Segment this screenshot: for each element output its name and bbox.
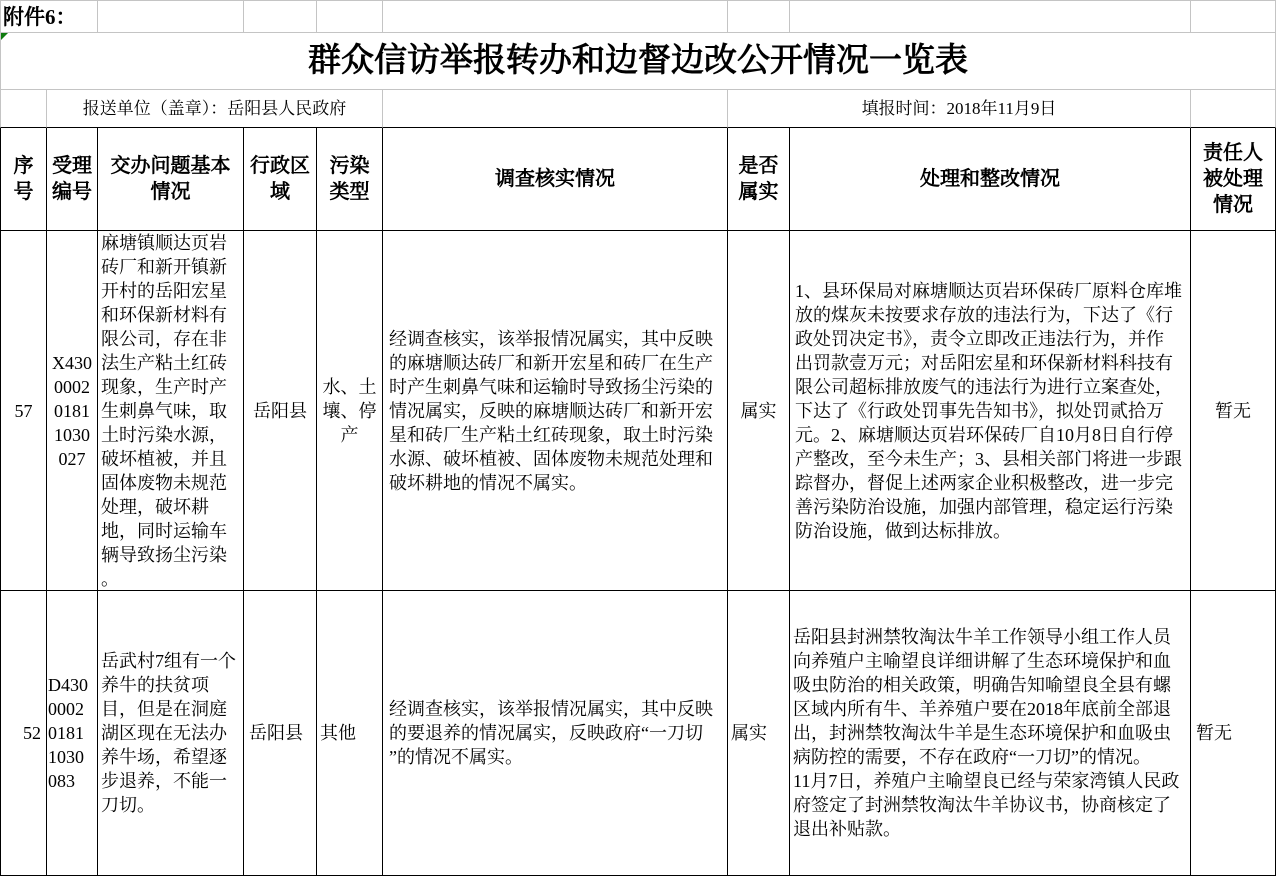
case-no-cell[interactable]: D430 0002 0181 1030 083 <box>47 591 98 876</box>
investigation-cell[interactable]: 经调查核实，该举报情况属实，其中反映 的要退养的情况属实，反映政府“一刀切 ”的情况不属实。 <box>383 591 728 876</box>
empty-cell[interactable] <box>790 0 1191 33</box>
empty-cell[interactable] <box>0 90 47 128</box>
header-pollution-type[interactable]: 污染 类型 <box>317 128 383 231</box>
empty-cell[interactable] <box>383 90 728 128</box>
attachment-label[interactable]: 附件6： <box>0 0 98 33</box>
empty-cell[interactable] <box>317 0 383 33</box>
table-title[interactable]: 群众信访举报转办和边督边改公开情况一览表 <box>0 33 1276 90</box>
handling-cell[interactable]: 岳阳县封洲禁牧淘汰牛羊工作领导小组工作人员 向养殖户主喻望良详细讲解了生态环境保护和血 吸虫防治的相关政策，明确告知喻望良全县有螺 区域内所有牛、羊养殖户要在2018年底前全部退 出，封洲禁牧淘汰牛羊是生态环境保护和血吸虫 病防控的需要，不存在政府“一刀切”的情况。 11月7日，养殖户主喻望良已经与荣家湾镇人民政 府签定了封洲禁牧淘汰牛羊协议书，协商核定了 退出补贴款。 <box>790 591 1191 876</box>
header-complaint[interactable]: 交办问题基本 情况 <box>98 128 244 231</box>
error-indicator-icon <box>1 33 8 40</box>
is-true-cell[interactable]: 属实 <box>728 591 790 876</box>
is-true-cell[interactable]: 属实 <box>728 231 790 591</box>
seq-cell[interactable]: 57 <box>0 231 47 591</box>
fill-date[interactable]: 填报时间：2018年11月9日 <box>728 90 1191 128</box>
sheet-row-info <box>0 90 1276 128</box>
pollution-type-cell[interactable]: 水、土 壤、停 产 <box>317 231 383 591</box>
table-row <box>0 591 1276 876</box>
accountability-cell[interactable]: 暂无 <box>1191 591 1276 876</box>
sheet-row-attachment <box>0 0 1276 33</box>
empty-cell[interactable] <box>1191 0 1276 33</box>
district-cell[interactable]: 岳阳县 <box>244 231 317 591</box>
header-is-true[interactable]: 是否 属实 <box>728 128 790 231</box>
table-row <box>0 231 1276 591</box>
table-header-row <box>0 128 1276 231</box>
complaint-cell[interactable]: 麻塘镇顺达页岩 砖厂和新开镇新 开村的岳阳宏星 和环保新材料有 限公司，存在非 法生产粘土红砖 现象，生产时产 生刺鼻气味，取 土时污染水源， 破坏植被，并且 固体废物未规范 处理，破坏耕 地，同时运输车 辆导致扬尘污染 。 <box>98 231 244 591</box>
investigation-cell[interactable]: 经调查核实，该举报情况属实，其中反映 的麻塘顺达砖厂和新开宏星和砖厂在生产 时产生刺鼻气味和运输时导致扬尘污染的 情况属实，反映的麻塘顺达砖厂和新开宏 星和砖厂生产粘土红砖现象，取土时污染 水源、破坏植被、固体废物未规范处理和 破坏耕地的情况不属实。 <box>383 231 728 591</box>
sheet-row-title <box>0 33 1276 90</box>
accountability-cell[interactable]: 暂无 <box>1191 231 1276 591</box>
district-cell[interactable]: 岳阳县 <box>244 591 317 876</box>
header-accountability[interactable]: 责任人 被处理 情况 <box>1191 128 1276 231</box>
empty-cell[interactable] <box>728 0 790 33</box>
header-district[interactable]: 行政区 域 <box>244 128 317 231</box>
header-handling[interactable]: 处理和整改情况 <box>790 128 1191 231</box>
reporting-unit[interactable]: 报送单位（盖章）：岳阳县人民政府 <box>47 90 383 128</box>
pollution-type-cell[interactable]: 其他 <box>317 591 383 876</box>
empty-cell[interactable] <box>98 0 244 33</box>
handling-cell[interactable]: 1、县环保局对麻塘顺达页岩环保砖厂原料仓库堆 放的煤灰未按要求存放的违法行为，下达了《行 政处罚决定书》，责令立即改正违法行为，并作 出罚款壹万元；对岳阳宏星和环保新材料科技有 限公司超标排放废气的违法行为进行立案查处， 下达了《行政处罚事先告知书》，拟处罚贰拾万 元。2、麻塘顺达页岩环保砖厂自10月8日自行停 产整改，至今未生产；3、县相关部门将进一步跟 踪督办，督促上述两家企业积极整改，进一步完 善污染防治设施，加强内部管理，稳定运行污染 防治设施，做到达标排放。 <box>790 231 1191 591</box>
header-investigation[interactable]: 调查核实情况 <box>383 128 728 231</box>
empty-cell[interactable] <box>244 0 317 33</box>
header-case-no[interactable]: 受理 编号 <box>47 128 98 231</box>
complaint-cell[interactable]: 岳武村7组有一个 养牛的扶贫项 目，但是在洞庭 湖区现在无法办 养牛场，希望逐 步退养，不能一 刀切。 <box>98 591 244 876</box>
case-no-cell[interactable]: X430 0002 0181 1030 027 <box>47 231 98 591</box>
seq-cell[interactable]: 52 <box>0 591 47 876</box>
empty-cell[interactable] <box>1191 90 1276 128</box>
header-seq[interactable]: 序 号 <box>0 128 47 231</box>
empty-cell[interactable] <box>383 0 728 33</box>
